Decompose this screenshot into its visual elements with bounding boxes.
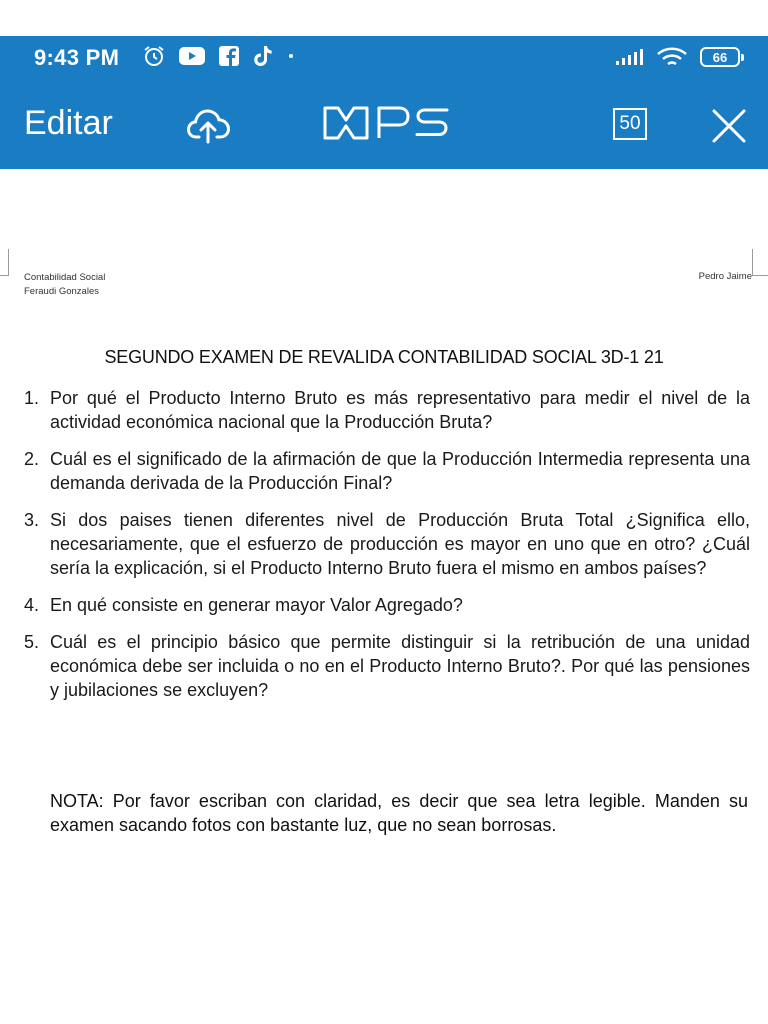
course-name: Contabilidad Social	[24, 272, 106, 283]
question-text: Cuál es el significado de la afirmación de que la Producción Intermedia representa una demanda derivada de la Producción Final?	[50, 449, 750, 493]
question-item	[24, 593, 750, 617]
notification-icons	[142, 44, 296, 68]
battery-level: 66	[712, 50, 728, 65]
battery-indicator	[700, 47, 740, 67]
question-text: En qué consiste en generar mayor Valor Agregado?	[50, 595, 463, 615]
question-number: 2.	[24, 449, 40, 469]
cloud-upload-icon	[186, 106, 232, 146]
close-button[interactable]	[710, 107, 748, 150]
question-number: 1.	[24, 388, 40, 408]
app-header	[0, 36, 768, 169]
dot-icon	[286, 45, 296, 67]
facebook-icon	[218, 45, 240, 67]
crop-mark-right	[752, 249, 768, 276]
question-text: Por qué el Producto Interno Bruto es más representativo para medir el nivel de la actividad económica nacional que la Producción Bruta?	[50, 388, 750, 432]
status-time: 9:43 PM	[34, 45, 120, 70]
teacher-name: Feraudi Gonzales	[24, 286, 99, 297]
question-item	[24, 508, 750, 580]
question-item	[24, 386, 750, 434]
question-item	[24, 630, 750, 702]
document-page[interactable]	[0, 169, 768, 1024]
doc-header-left	[24, 271, 105, 299]
status-bar	[0, 36, 768, 82]
wps-logo	[322, 104, 450, 147]
toolbar	[0, 92, 768, 162]
youtube-icon	[178, 45, 206, 67]
close-icon	[710, 107, 748, 145]
question-list	[24, 386, 750, 715]
question-text: Si dos paises tienen diferentes nivel de Producción Bruta Total ¿Significa ello, necesariamente, que el esfuerzo de producción es mayor en uno que en otro? ¿Cuál sería la explicación, si el Producto Interno Bruto fuera el mismo en ambos países?	[50, 510, 750, 578]
status-right	[614, 46, 740, 68]
page-count-button[interactable]: 50	[613, 108, 647, 140]
signal-icon	[614, 47, 644, 67]
wifi-icon	[656, 46, 688, 68]
upload-button[interactable]	[186, 106, 232, 151]
top-margin	[0, 0, 768, 36]
exam-title: SEGUNDO EXAMEN DE REVALIDA CONTABILIDAD SOCIAL 3D-1 21	[104, 347, 664, 367]
doc-header-right: Pedro Jaime	[698, 271, 752, 282]
edit-button[interactable]: Editar	[24, 104, 113, 142]
alarm-icon	[142, 44, 166, 68]
question-number: 3.	[24, 510, 40, 530]
question-number: 4.	[24, 595, 40, 615]
question-number: 5.	[24, 632, 40, 652]
tiktok-icon	[252, 44, 274, 68]
crop-mark-left	[0, 249, 9, 276]
question-item	[24, 447, 750, 495]
question-text: Cuál es el principio básico que permite distinguir si la retribución de una unidad económica debe ser incluida o no en el Producto Interno Bruto?. Por qué las pensiones y jubilaciones se excluyen?	[50, 632, 750, 700]
exam-note: NOTA: Por favor escriban con claridad, es decir que sea letra legible. Manden su examen sacando fotos con bastante luz, que no sean borrosas.	[50, 791, 748, 835]
